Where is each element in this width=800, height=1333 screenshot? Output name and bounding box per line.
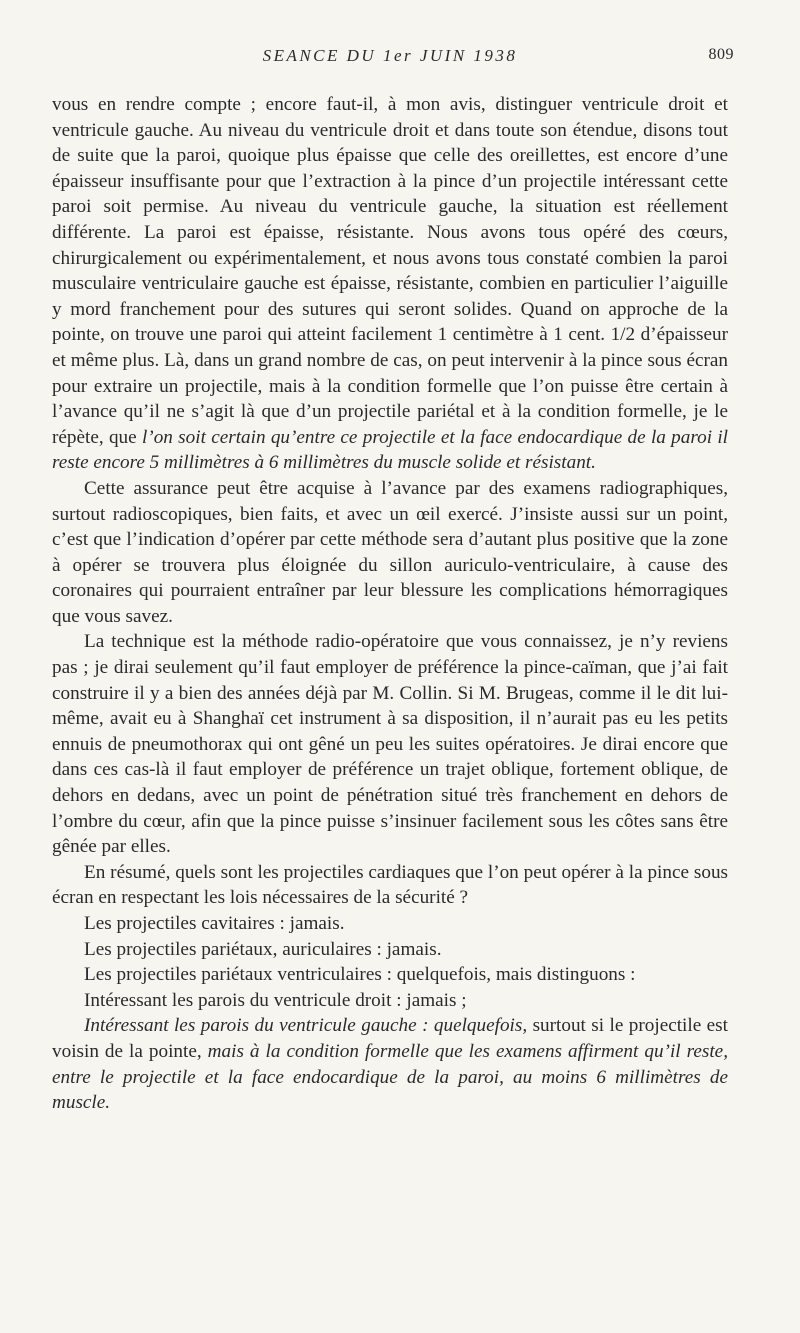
text-run: Cette assurance peut être acquise à l’avance par des examens radiographiques, surtout radioscopiques, bien faits, et avec un œil exercé. J’insiste aussi sur un point, c’est que l’indication d’opérer par cette méthode sera d’autant plus positive que la zone à opérer se trouvera plus éloignée du sillon auriculo-ventriculaire, à cause des coronaires qui pourraient entraîner par leur blessure les complications hémorragiques que vous savez. <box>52 477 728 627</box>
paragraph <box>52 988 728 1014</box>
text-run: Les projectiles pariétaux ventriculaires : quelquefois, mais distinguons : <box>84 964 636 986</box>
paragraph <box>52 1013 728 1115</box>
paragraph <box>52 911 728 937</box>
text-run: Intéressant les parois du ventricule droit : jamais ; <box>84 989 467 1011</box>
text-run: En résumé, quels sont les projectiles cardiaques que l’on peut opérer à la pince sous écran en respectant les lois nécessaires de la sécurité ? <box>52 861 728 909</box>
page-number: 809 <box>708 46 734 63</box>
italic-run: Intéressant les parois du ventricule gauche : quelquefois, <box>84 1015 528 1037</box>
running-title: SEANCE DU 1er JUIN 1938 <box>262 46 518 65</box>
paragraph <box>52 629 728 859</box>
italic-run: l’on soit certain qu’entre ce projectile et la face endocardique de la paroi il reste encore 5 millimètres à 6 millimètres du muscle solide et résistant. <box>52 426 728 474</box>
paragraph <box>52 476 728 630</box>
italic-run: mais à la condition formelle que les examens affirment qu’il reste, entre le projectile et la face endocardique de la paroi, au moins 6 millimètres de muscle. <box>52 1040 728 1114</box>
paragraph <box>52 962 728 988</box>
text-run: surtout si le projectile est voisin de la pointe, <box>52 1015 728 1062</box>
running-header <box>52 46 734 72</box>
paragraph <box>52 860 728 911</box>
body-text <box>52 92 728 1116</box>
text-run: vous en rendre compte ; encore faut-il, à mon avis, distinguer ventricule droit et ventricule gauche. Au niveau du ventricule droit et dans toute son étendue, disons tout de suite que la paroi, quoique plus épaisse que celle des oreillettes, est encore d’une épaisseur insuffisante pour que l’extraction à la pince d’un projectile intéressant cette paroi soit permise. Au niveau du ventricule gauche, la situation est réellement différente. La paroi est épaisse, résistante. Nous avons tous opéré des cœurs, chirurgicalement ou expérimentalement, et nous avons tous constaté combien la paroi musculaire ventriculaire gauche est épaisse, résistante, combien en particulier l’aiguille y mord franchement pour des sutures qui seront solides. Quand on approche de la pointe, on trouve une paroi qui atteint facilement 1 centimètre à 1 cent. 1/2 d’épaisseur et même plus. Là, dans un grand nombre de cas, on peut intervenir à la pince sous écran pour extraire un projectile, mais à la condition formelle que l’on puisse être certain à l’avance qu’il ne s’agit là que d’un projectile pariétal et à la condition formelle, je le répète, que <box>52 94 728 448</box>
paragraph <box>52 937 728 963</box>
text-run: Les projectiles cavitaires : jamais. <box>84 913 345 934</box>
text-run: Les projectiles pariétaux, auriculaires : jamais. <box>84 938 442 960</box>
paragraph <box>52 92 728 476</box>
text-run: La technique est la méthode radio-opératoire que vous connaissez, je n’y reviens pas ; je dirai seulement qu’il faut employer de préférence la pince-caïman, que j’ai fait construire il y a bien des années déjà par M. Collin. Si M. Brugeas, comme il le dit lui-même, avait eu à Shanghaï cet instrument à sa disposition, il n’aurait pas eu les petits ennuis de pneumothorax qui ont gêné un peu les suites opératoires. Je dirai encore que dans ces cas-là il faut employer de préférence un trajet oblique, fortement oblique, de dehors en dedans, avec un point de pénétration situé très franchement en dehors de l’ombre du cœur, afin que la pince puisse s’insinuer facilement sous les côtes sans être gênée par elles. <box>52 631 728 858</box>
